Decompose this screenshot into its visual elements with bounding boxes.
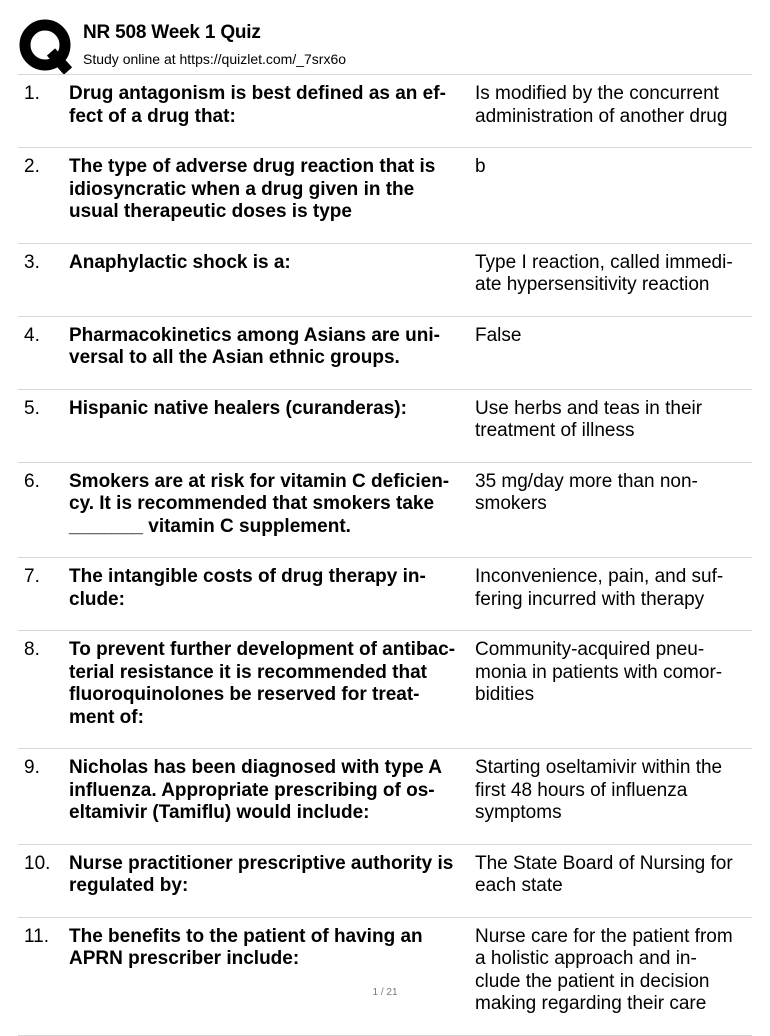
text-line: ate hypersensitivity reaction	[475, 274, 710, 295]
quizlet-logo-icon	[18, 18, 74, 74]
quiz-item	[18, 148, 752, 244]
question-text	[69, 325, 473, 370]
text-line: terial resistance it is recommended that	[69, 661, 427, 683]
question-text	[69, 398, 473, 421]
text-line: Pharmacokinetics among Asians are uni-	[69, 324, 440, 346]
text-line: idiosyncratic when a drug given in the	[69, 178, 415, 200]
text-line: cy. It is recommended that smokers take	[69, 493, 435, 514]
page-number: 1 / 21	[372, 987, 398, 998]
quiz-item	[18, 558, 752, 631]
text-line: b	[475, 156, 486, 177]
item-number: 7.	[24, 566, 40, 587]
question-text	[69, 757, 473, 825]
question-text	[69, 471, 473, 539]
item-number: 5.	[24, 397, 40, 419]
text-line: fect of a drug that:	[69, 105, 236, 127]
answer-text	[475, 566, 752, 611]
text-line: Starting oseltamivir within the	[475, 757, 723, 778]
text-line: Drug antagonism is best defined as an ef-	[69, 83, 446, 104]
answer-text	[475, 853, 752, 898]
item-number: 4.	[24, 324, 40, 346]
item-number: 2.	[24, 156, 40, 177]
text-line: Hispanic native healers (curanderas):	[69, 397, 407, 419]
text-line: To prevent further development of antibac-	[69, 639, 456, 660]
text-line: smokers	[475, 493, 547, 514]
question-text	[69, 252, 473, 275]
text-line: The State Board of Nursing for	[475, 852, 733, 874]
text-line: _______ vitamin C supplement.	[69, 515, 351, 537]
question-text	[69, 639, 473, 729]
quiz-item	[18, 463, 752, 559]
answer-text	[475, 398, 752, 443]
text-line: ment of:	[69, 706, 144, 728]
text-line: administration of another drug	[475, 105, 728, 127]
text-line: Nicholas has been diagnosed with type A	[69, 757, 443, 778]
text-line: Anaphylactic shock is a:	[69, 251, 291, 273]
answer-text	[475, 252, 752, 297]
text-line: The type of adverse drug reaction that is	[69, 156, 436, 177]
quiz-item	[18, 75, 752, 148]
item-number: 11.	[24, 925, 50, 947]
question-text	[69, 926, 473, 971]
text-line: a holistic approach and in-	[475, 948, 697, 969]
text-line: symptoms	[475, 802, 562, 823]
quiz-item	[18, 918, 752, 1036]
text-line: The intangible costs of drug therapy in-	[69, 566, 426, 587]
text-line: usual therapeutic doses is type	[69, 201, 352, 222]
page-title: NR 508 Week 1 Quiz	[83, 22, 261, 43]
item-number: 8.	[24, 639, 40, 660]
text-line: first 48 hours of influenza	[475, 779, 688, 801]
answer-text	[475, 926, 752, 1016]
answer-text	[475, 757, 752, 825]
text-line: fluoroquinolones be reserved for treat-	[69, 684, 420, 705]
quiz-item	[18, 244, 752, 317]
question-text	[69, 566, 473, 611]
text-line: Use herbs and teas in their	[475, 397, 703, 419]
text-line: 35 mg/day more than non-	[475, 470, 698, 492]
answer-text	[475, 83, 752, 128]
text-line: Inconvenience, pain, and suf-	[475, 566, 724, 587]
text-line: Smokers are at risk for vitamin C deficien-	[69, 470, 450, 492]
answer-text	[475, 471, 752, 516]
quiz-item	[18, 749, 752, 845]
quiz-item	[18, 317, 752, 390]
text-line: versal to all the Asian ethnic groups.	[69, 347, 400, 368]
text-line: Community-acquired pneu-	[475, 639, 705, 660]
answer-text	[475, 156, 752, 179]
text-line: clude the patient in decision	[475, 970, 710, 992]
question-text	[69, 83, 473, 128]
text-line: making regarding their care	[475, 993, 707, 1014]
quiz-item	[18, 631, 752, 749]
answer-text	[475, 639, 752, 707]
item-number: 6.	[24, 470, 40, 492]
text-line: monia in patients with comor-	[475, 661, 723, 683]
text-line: regulated by:	[69, 875, 189, 896]
quiz-list	[18, 75, 752, 1036]
answer-text	[475, 325, 752, 348]
text-line: Nurse care for the patient from	[475, 925, 733, 947]
page-subtitle: Study online at https://quizlet.com/_7srx6o	[83, 51, 347, 67]
text-line: influenza. Appropriate prescribing of os-	[69, 779, 435, 801]
text-line: Type I reaction, called immedi-	[475, 251, 733, 273]
text-line: fering incurred with therapy	[475, 588, 705, 610]
text-line: The benefits to the patient of having an	[69, 925, 423, 947]
text-line: False	[475, 324, 522, 346]
text-line: treatment of illness	[475, 420, 635, 441]
item-number: 1.	[24, 83, 40, 104]
text-line: APRN prescriber include:	[69, 948, 300, 969]
text-line: bidities	[475, 684, 535, 705]
text-line: Is modified by the concurrent	[475, 83, 719, 104]
question-text	[69, 156, 473, 224]
text-line: each state	[475, 875, 563, 896]
item-number: 3.	[24, 251, 40, 273]
text-line: clude:	[69, 588, 125, 610]
text-line: Nurse practitioner prescriptive authority is	[69, 852, 454, 874]
text-line: eltamivir (Tamiflu) would include:	[69, 802, 370, 823]
question-text	[69, 853, 473, 898]
quiz-item	[18, 845, 752, 918]
item-number: 10.	[24, 852, 51, 874]
item-number: 9.	[24, 757, 40, 778]
quiz-item	[18, 390, 752, 463]
